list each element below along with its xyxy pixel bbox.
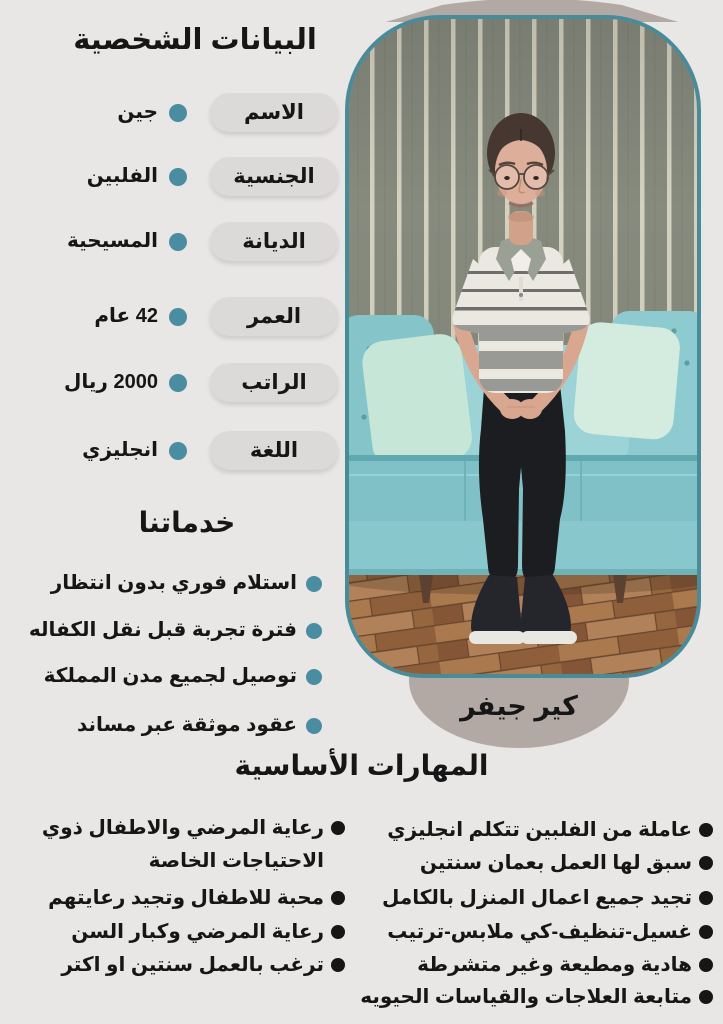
skill-text: غسيل-تنظيف-كي ملابس-ترتيب — [387, 921, 692, 943]
skill-item — [372, 816, 717, 844]
field-label-pill: الجنسية — [210, 157, 338, 196]
skill-item — [4, 884, 349, 912]
bullet-dot-icon — [169, 104, 187, 122]
field-label-pill: اللغة — [210, 431, 338, 470]
field-value: الفلبين — [86, 165, 158, 187]
service-text: استلام فوري بدون انتظار — [50, 572, 297, 594]
skill-text: متابعة العلاجات والقياسات الحيويه — [360, 986, 692, 1008]
field-value: جين — [117, 101, 158, 123]
service-item — [0, 568, 330, 598]
service-text: عقود موثقة عبر مساند — [76, 714, 297, 736]
skill-text: رعاية المرضي والاطفال ذوي الاحتياجات الخاصة — [41, 817, 324, 872]
service-text: توصيل لجميع مدن المملكة — [43, 665, 297, 687]
field-label-pill: الديانة — [210, 222, 338, 261]
skills-title: المهارات الأساسية — [234, 750, 489, 781]
bullet-dot-icon — [699, 958, 713, 972]
skill-item — [372, 884, 717, 912]
bullet-dot-icon — [699, 990, 713, 1004]
bullet-dot-icon — [331, 891, 345, 905]
skill-text: تجيد جميع اعمال المنزل بالكامل — [382, 887, 692, 909]
service-item — [0, 661, 330, 691]
bullet-dot-icon — [331, 821, 345, 835]
bullet-dot-icon — [306, 576, 322, 592]
skill-text: هادية ومطيعة وغير متشرطة — [417, 954, 692, 976]
field-row-name — [0, 93, 345, 132]
field-value: انجليزي — [82, 439, 158, 461]
bullet-dot-icon — [169, 233, 187, 251]
skill-item — [4, 951, 349, 979]
bullet-dot-icon — [331, 958, 345, 972]
service-item — [0, 710, 330, 740]
pillow-left — [360, 332, 475, 469]
worker-name: كير جيفر — [460, 691, 578, 721]
profile-photo — [345, 15, 701, 678]
skill-item — [372, 849, 717, 877]
field-row-age — [0, 297, 345, 336]
bullet-dot-icon — [699, 925, 713, 939]
skill-text: محبة للاطفال وتجيد رعايتهم — [48, 887, 324, 909]
bullet-dot-icon — [169, 374, 187, 392]
field-row-language — [0, 431, 345, 470]
bullet-dot-icon — [699, 891, 713, 905]
services-title: خدماتنا — [138, 507, 236, 538]
skill-text: رعاية المرضي وكبار السن — [71, 921, 324, 943]
field-label-pill: الراتب — [210, 363, 338, 402]
bullet-dot-icon — [331, 925, 345, 939]
service-text: فترة تجربة قبل نقل الكفاله — [28, 619, 297, 641]
bullet-dot-icon — [699, 856, 713, 870]
field-label-pill: العمر — [210, 297, 338, 336]
field-row-religion — [0, 222, 345, 261]
bullet-dot-icon — [169, 308, 187, 326]
field-row-nationality — [0, 157, 345, 196]
service-item — [0, 615, 330, 645]
skill-item — [4, 918, 349, 946]
field-label-pill: الاسم — [210, 93, 338, 132]
field-value: المسيحية — [67, 230, 158, 252]
bullet-dot-icon — [306, 669, 322, 685]
skill-text: سبق لها العمل بعمان سنتين — [419, 852, 692, 874]
skill-item — [372, 951, 717, 979]
skill-item — [360, 983, 717, 1011]
bullet-dot-icon — [306, 718, 322, 734]
personal-data-title: البيانات الشخصية — [73, 24, 317, 56]
pillow-right — [572, 321, 681, 441]
bullet-dot-icon — [306, 623, 322, 639]
skill-text: عاملة من الفلبين تتكلم انجليزي — [387, 819, 692, 841]
skill-item — [4, 812, 349, 878]
bullet-dot-icon — [169, 168, 187, 186]
field-value: 42 عام — [94, 305, 158, 327]
bullet-dot-icon — [169, 442, 187, 460]
skill-text: ترغب بالعمل سنتين او اكتر — [61, 954, 324, 976]
photo-illustration — [349, 19, 697, 674]
skill-item — [372, 918, 717, 946]
field-row-salary — [0, 363, 345, 402]
bullet-dot-icon — [699, 823, 713, 837]
field-value: 2000 ريال — [64, 371, 158, 393]
